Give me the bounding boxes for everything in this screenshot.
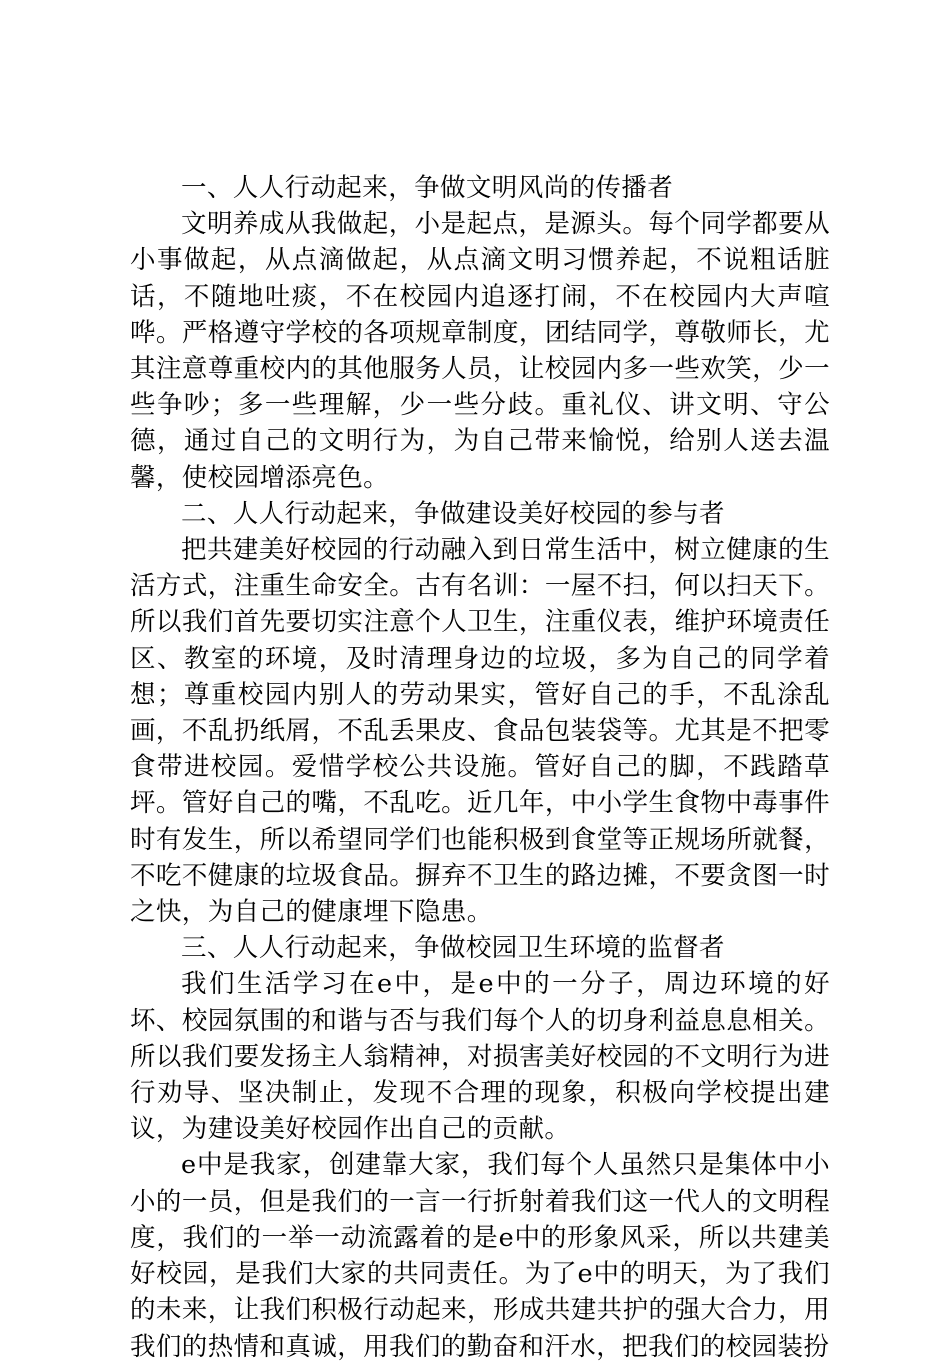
section-heading-1: 一、人人行动起来，争做文明风尚的传播者 [181, 173, 674, 203]
document-body [130, 170, 830, 1365]
section-heading-3: 三、人人行动起来，争做校园卫生环境的监督者 [181, 933, 725, 964]
paragraph-3: 我们生活学习在e中，是e中的一分子，周边环境的好坏、校园氛围的和谐与否与我们每个人的切身利益息息相关。所以我们要发扬主人翁精神，对损害美好校园的不文明行为进行劝导、坚决制止，发现不合理的现象，积极向学校提出建议，为建设美好校园作出自己的贡献。 [130, 969, 830, 1145]
section-heading-2: 二、人人行动起来，争做建设美好校园的参与者 [181, 498, 725, 529]
paragraph-2: 把共建美好校园的行动融入到日常生活中，树立健康的生活方式，注重生命安全。古有名训：一屋不扫，何以扫天下。所以我们首先要切实注意个人卫生，注重仪表，维护环境责任区、教室的环境，及时清理身边的垃圾，多为自己的同学着想；尊重校园内别人的劳动果实，管好自己的手，不乱涂乱画，不乱扔纸屑，不乱丢果皮、食品包装袋等。尤其是不把零食带进校园。爱惜学校公共设施。管好自己的脚，不践踏草坪。管好自己的嘴，不乱吃。近几年，中小学生食物中毒事件时有发生，所以希望同学们也能积极到食堂等正规场所就餐，不吃不健康的垃圾食品。摒弃不卫生的路边摊，不要贪图一时之快，为自己的健康埋下隐患。 [130, 535, 830, 928]
paragraph-4: e中是我家，创建靠大家，我们每个人虽然只是集体中小小的一员，但是我们的一言一行折射着我们这一代人的文明程度，我们的一举一动流露着的是e中的形象风采，所以共建美好校园，是我们大家的共同责任。为了e中的明天，为了我们的未来，让我们积极行动起来，形成共建共护的强大合力，用我们的热情和真诚，用我们的勤奋和汗水，把我们的校园装扮 [130, 1150, 830, 1362]
paragraph-1: 文明养成从我做起，小是起点，是源头。每个同学都要从小事做起，从点滴做起，从点滴文明习惯养起，不说粗话脏话，不随地吐痰，不在校园内追逐打闹，不在校园内大声喧哗。严格遵守学校的各项规章制度，团结同学，尊敬师长，尤其注意尊重校内的其他服务人员，让校园内多一些欢笑，少一些争吵；多一些理解，少一些分歧。重礼仪、讲文明、守公德，通过自己的文明行为，为自己带来愉悦，给别人送去温馨，使校园增添亮色。 [130, 209, 830, 493]
